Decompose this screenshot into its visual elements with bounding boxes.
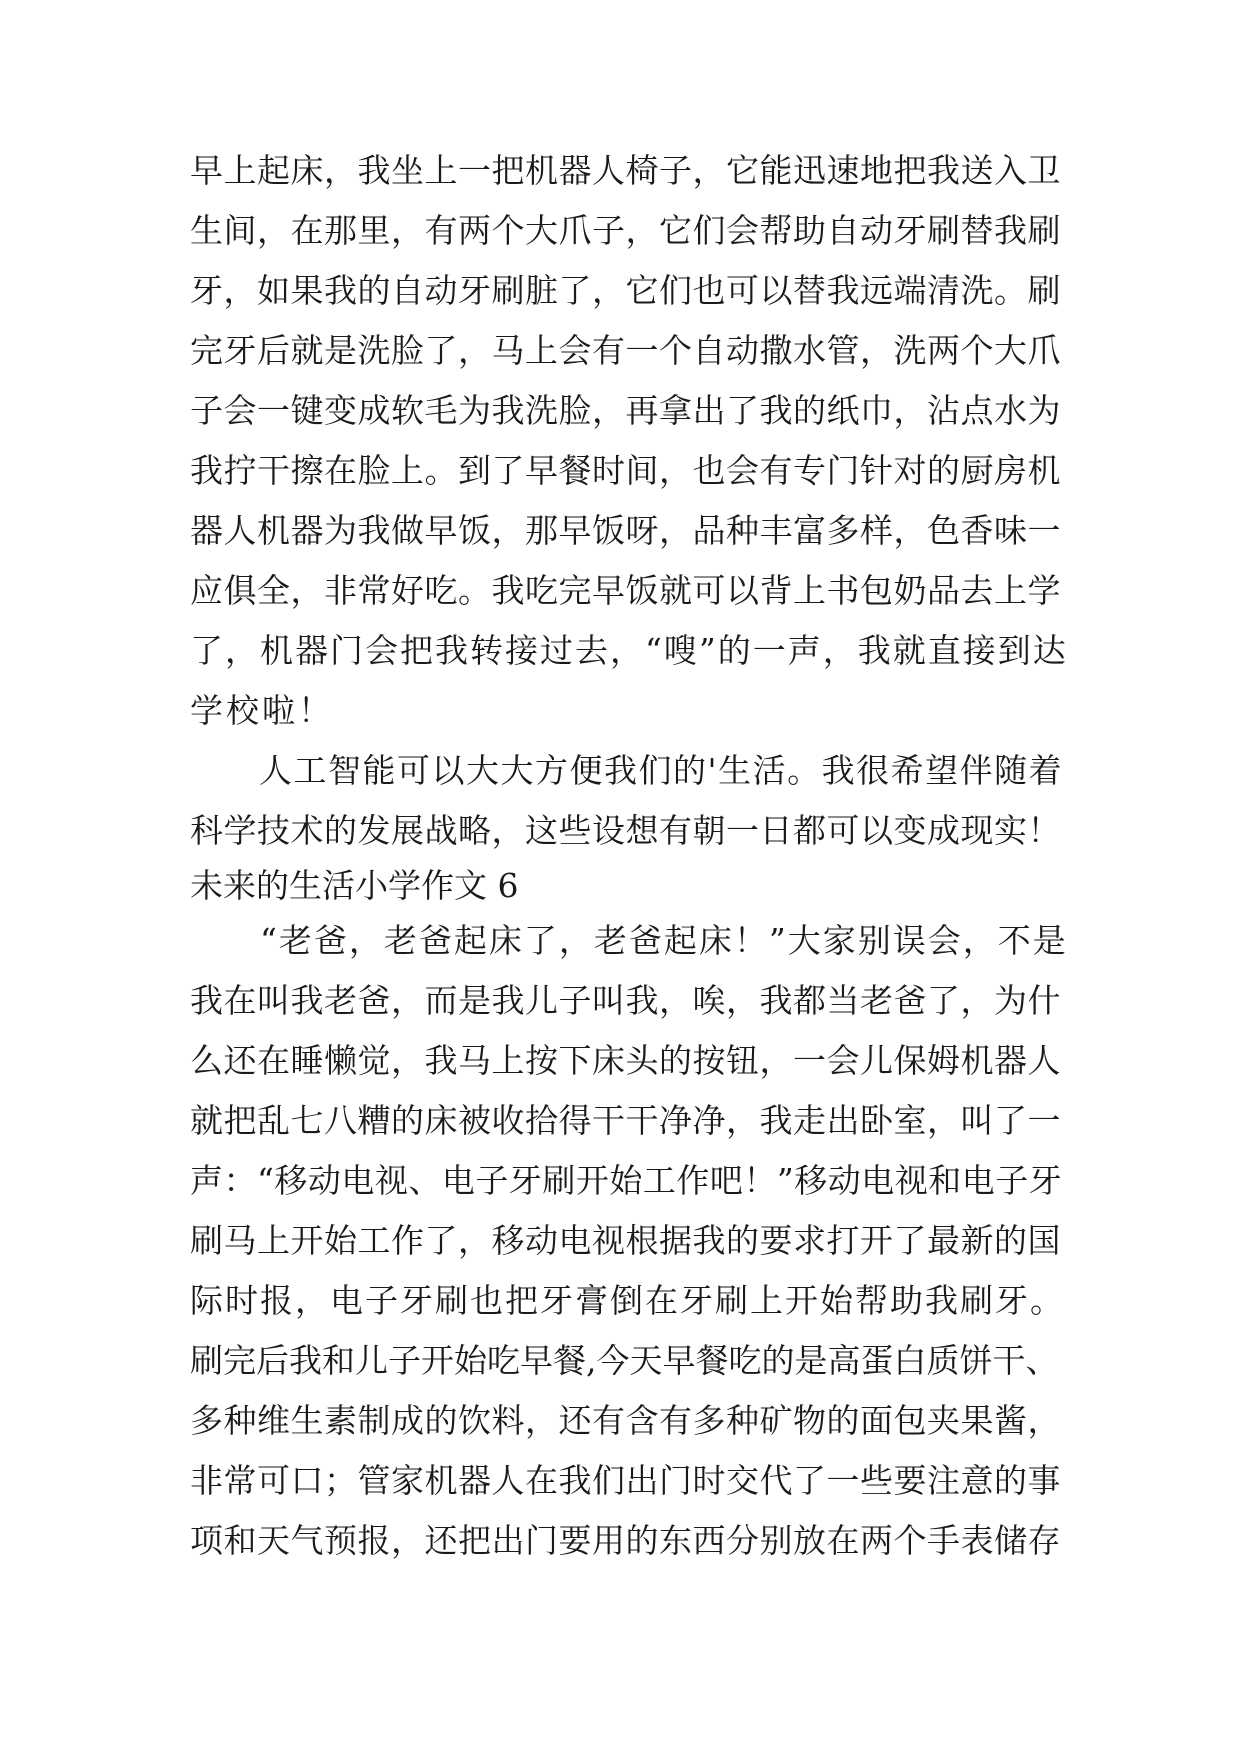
text-line: 项和天气预报，还把出门要用的东西分别放在两个手表储存 bbox=[190, 1521, 1061, 1560]
text-line: 学校啦！ bbox=[190, 691, 334, 730]
text-line: 牙，如果我的自动牙刷脏了，它们也可以替我远端清洗。刷 bbox=[190, 271, 1061, 310]
paragraph-first-line: “老爸，老爸起床了，老爸起床！”大家别误会，不是 bbox=[190, 921, 1068, 960]
text-line: 我在叫我老爸，而是我儿子叫我，唉，我都当老爸了，为什 bbox=[190, 981, 1061, 1020]
text-line: 刷马上开始工作了，移动电视根据我的要求打开了最新的国 bbox=[190, 1221, 1061, 1260]
text-line: 刷完后我和儿子开始吃早餐,今天早餐吃的是高蛋白质饼干、 bbox=[190, 1341, 1059, 1380]
text-line: 我拧干擦在脸上。到了早餐时间，也会有专门针对的厨房机 bbox=[190, 451, 1061, 490]
text-line: 了，机器门会把我转接过去，“嗖”的一声，我就直接到达 bbox=[190, 631, 1068, 670]
paragraph-first-line: 人工智能可以大大方便我们的'生活。我很希望伴随着 bbox=[190, 751, 1064, 790]
text-line: 际时报，电子牙刷也把牙膏倒在牙刷上开始帮助我刷牙。 bbox=[190, 1281, 1065, 1320]
text-line: 声：“移动电视、电子牙刷开始工作吧！”移动电视和电子牙 bbox=[190, 1161, 1063, 1200]
text-line: 完牙后就是洗脸了，马上会有一个自动撒水管，洗两个大爪 bbox=[190, 331, 1061, 370]
text-line: 非常可口；管家机器人在我们出门时交代了一些要注意的事 bbox=[190, 1461, 1061, 1500]
text-line: 早上起床，我坐上一把机器人椅子，它能迅速地把我送入卫 bbox=[190, 151, 1061, 190]
text-line: 生间，在那里，有两个大爪子，它们会帮助自动牙刷替我刷 bbox=[190, 211, 1061, 250]
section-heading: 未来的生活小学作文 6 bbox=[190, 866, 519, 905]
text-line: 科学技术的发展战略，这些设想有朝一日都可以变成现实！ bbox=[190, 811, 1061, 850]
text-line: 么还在睡懒觉，我马上按下床头的按钮，一会儿保姆机器人 bbox=[190, 1041, 1061, 1080]
text-line: 器人机器为我做早饭，那早饭呀，品种丰富多样，色香味一 bbox=[190, 511, 1061, 550]
text-line: 子会一键变成软毛为我洗脸，再拿出了我的纸巾，沾点水为 bbox=[190, 391, 1061, 430]
text-line: 就把乱七八糟的床被收拾得干干净净，我走出卧室，叫了一 bbox=[190, 1101, 1061, 1140]
text-line: 应俱全，非常好吃。我吃完早饭就可以背上书包奶品去上学 bbox=[190, 571, 1061, 610]
text-line: 多种维生素制成的饮料，还有含有多种矿物的面包夹果酱， bbox=[190, 1401, 1061, 1440]
